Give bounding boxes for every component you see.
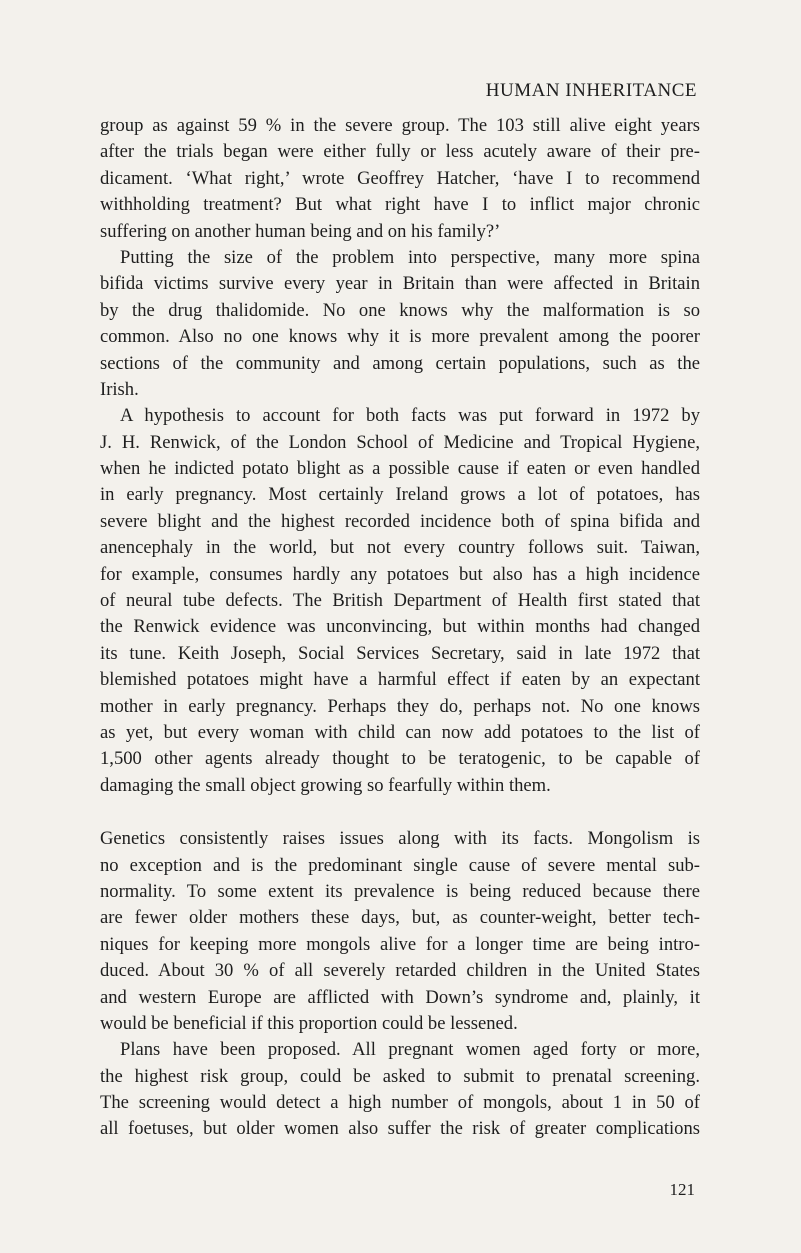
text-line: anencephaly in the world, but not every country follows suit. Taiwan, bbox=[100, 537, 700, 559]
text-line: duced. About 30 % of all severely retarded children in the United States bbox=[100, 960, 700, 982]
running-head: HUMAN INHERITANCE bbox=[485, 80, 697, 101]
text-line: severe blight and the highest recorded incidence both of spina bifida and bbox=[100, 510, 700, 532]
text-line: normality. To some extent its prevalence is being reduced because there bbox=[100, 880, 700, 902]
text-line: of neural tube defects. The British Department of Health first stated that bbox=[100, 590, 700, 612]
text-line: in early pregnancy. Most certainly Ireland grows a lot of potatoes, has bbox=[100, 484, 700, 506]
paragraph bbox=[100, 1037, 700, 1143]
text-line: dicament. ‘What right,’ wrote Geoffrey Hatcher, ‘have I to recommend bbox=[100, 167, 700, 189]
text-line: withholding treatment? But what right have I to inflict major chronic bbox=[100, 194, 700, 216]
text-line: 1,500 other agents already thought to be teratogenic, to be capable of bbox=[100, 748, 700, 770]
text-line: Putting the size of the problem into perspective, many more spina bbox=[120, 246, 700, 268]
section-break bbox=[100, 799, 700, 826]
text-line: and western Europe are afflicted with Down’s syndrome and, plainly, it bbox=[100, 986, 700, 1008]
text-line: damaging the small object growing so fearfully within them. bbox=[100, 774, 551, 796]
paragraph bbox=[100, 245, 700, 403]
text-line: bifida victims survive every year in Britain than were affected in Britain bbox=[100, 273, 700, 295]
text-line: the Renwick evidence was unconvincing, but within months had changed bbox=[100, 616, 700, 638]
text-line: no exception and is the predominant single cause of severe mental sub- bbox=[100, 854, 700, 876]
paragraph bbox=[100, 826, 700, 1037]
text-line: the highest risk group, could be asked to submit to prenatal screening. bbox=[100, 1065, 700, 1087]
text-line: group as against 59 % in the severe group. The 103 still alive eight years bbox=[100, 115, 700, 136]
text-line: The screening would detect a high number of mongols, about 1 in 50 of bbox=[100, 1092, 700, 1114]
page-number: 121 bbox=[669, 1180, 695, 1199]
text-line: would be beneficial if this proportion could be lessened. bbox=[100, 1012, 518, 1034]
text-line: J. H. Renwick, of the London School of Medicine and Tropical Hygiene, bbox=[100, 431, 700, 453]
text-line: when he indicted potato blight as a possible cause if eaten or even handled bbox=[100, 458, 700, 480]
text-line: by the drug thalidomide. No one knows why the malformation is so bbox=[100, 299, 700, 321]
text-line: A hypothesis to account for both facts was put forward in 1972 by bbox=[120, 405, 700, 427]
paragraph bbox=[100, 403, 700, 799]
text-line: its tune. Keith Joseph, Social Services Secretary, said in late 1972 that bbox=[100, 642, 700, 664]
text-line: after the trials began were either fully or less acutely aware of their pre- bbox=[100, 141, 700, 163]
text-line: Plans have been proposed. All pregnant women aged forty or more, bbox=[120, 1039, 700, 1061]
paragraph bbox=[100, 113, 700, 245]
text-line: as yet, but every woman with child can now add potatoes to the list of bbox=[100, 721, 700, 743]
text-line: for example, consumes hardly any potatoes but also has a high incidence bbox=[100, 563, 700, 585]
text-line: niques for keeping more mongols alive for a longer time are being intro- bbox=[100, 933, 700, 955]
text-line: blemished potatoes might have a harmful effect if eaten by an expectant bbox=[100, 669, 700, 691]
text-line: mother in early pregnancy. Perhaps they do, perhaps not. No one knows bbox=[100, 695, 700, 717]
text-line: all foetuses, but older women also suffer the risk of greater complications bbox=[100, 1118, 700, 1140]
text-line: sections of the community and among certain populations, such as the bbox=[100, 352, 700, 374]
text-line: suffering on another human being and on his family?’ bbox=[100, 220, 501, 242]
text-line: are fewer older mothers these days, but, as counter-weight, better tech- bbox=[100, 907, 700, 929]
text-line: Genetics consistently raises issues along with its facts. Mongolism is bbox=[100, 828, 700, 850]
text-line: common. Also no one knows why it is more prevalent among the poorer bbox=[100, 326, 700, 348]
body-text bbox=[100, 113, 700, 1143]
text-line: Irish. bbox=[100, 378, 139, 400]
